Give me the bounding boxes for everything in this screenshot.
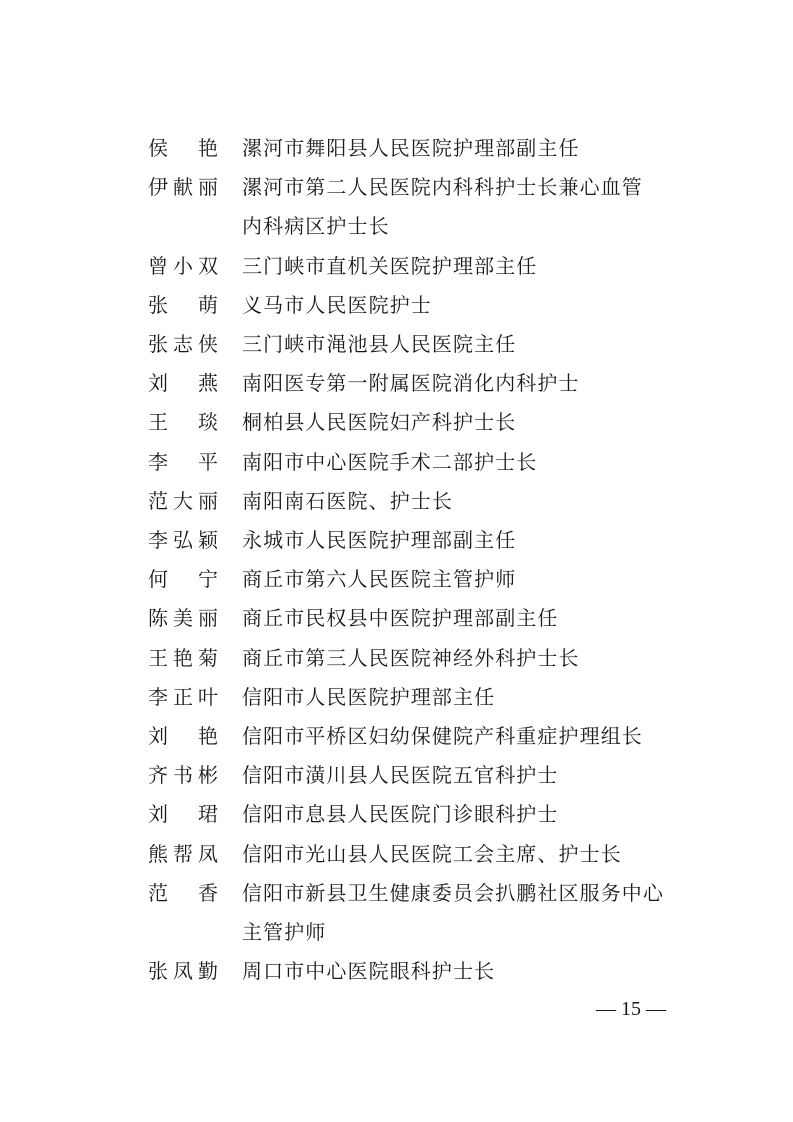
person-name: 张志侠 bbox=[148, 332, 218, 356]
person-name: 刘 珺 bbox=[148, 802, 218, 827]
page-number: — 15 — bbox=[596, 998, 666, 1020]
position-text: 内科病区护士长 bbox=[242, 214, 390, 239]
position-text: 信阳市人民医院护理部主任 bbox=[242, 684, 496, 709]
person-name: 曾小双 bbox=[148, 253, 218, 278]
person-name: 陈美丽 bbox=[148, 606, 218, 631]
position-text: 主管护师 bbox=[242, 919, 327, 944]
person-name: 刘 燕 bbox=[148, 371, 218, 396]
person-name: 侯 艳 bbox=[148, 136, 218, 160]
position-text: 南阳市中心医院手术二部护士长 bbox=[242, 449, 538, 474]
position-text: 周口市中心医院眼科护士长 bbox=[242, 959, 496, 984]
position-text: 南阳医专第一附属医院消化内科护士 bbox=[242, 371, 580, 396]
position-text: 义马市人民医院护士 bbox=[242, 292, 432, 317]
person-name: 范 香 bbox=[148, 880, 218, 905]
position-text: 信阳市新县卫生健康委员会扒鹏社区服务中心 bbox=[242, 880, 664, 905]
person-name: 齐书彬 bbox=[148, 763, 218, 788]
position-text: 信阳市光山县人民医院工会主席、护士长 bbox=[242, 841, 622, 866]
position-text: 信阳市潢川县人民医院五官科护士 bbox=[242, 763, 559, 788]
position-text: 三门峡市渑池县人民医院主任 bbox=[242, 332, 517, 356]
person-name: 伊献丽 bbox=[148, 175, 218, 200]
position-text: 漯河市舞阳县人民医院护理部副主任 bbox=[242, 136, 580, 160]
person-name: 李弘颖 bbox=[148, 528, 218, 552]
position-text: 漯河市第二人民医院内科科护士长兼心血管 bbox=[242, 175, 643, 200]
position-text: 三门峡市直机关医院护理部主任 bbox=[242, 253, 538, 278]
position-text: 永城市人民医院护理部副主任 bbox=[242, 528, 517, 552]
position-text: 商丘市第六人民医院主管护师 bbox=[242, 567, 517, 592]
person-name: 李正叶 bbox=[148, 684, 218, 709]
person-name: 王 琰 bbox=[148, 410, 218, 435]
position-text: 南阳南石医院、护士长 bbox=[242, 488, 453, 513]
position-text: 商丘市民权县中医院护理部副主任 bbox=[242, 606, 559, 631]
person-name: 王艳菊 bbox=[148, 645, 218, 670]
person-name: 张凤勤 bbox=[148, 959, 218, 984]
person-name: 刘 艳 bbox=[148, 724, 218, 748]
person-name: 何 宁 bbox=[148, 567, 218, 592]
position-text: 商丘市第三人民医院神经外科护士长 bbox=[242, 645, 580, 670]
person-name: 熊帮凤 bbox=[148, 841, 218, 866]
position-text: 信阳市息县人民医院门诊眼科护士 bbox=[242, 802, 559, 827]
position-text: 桐柏县人民医院妇产科护士长 bbox=[242, 410, 517, 435]
position-text: 信阳市平桥区妇幼保健院产科重症护理组长 bbox=[242, 724, 643, 748]
person-name: 张 萌 bbox=[148, 292, 218, 317]
person-name: 范大丽 bbox=[148, 488, 218, 513]
person-name: 李 平 bbox=[148, 449, 218, 474]
